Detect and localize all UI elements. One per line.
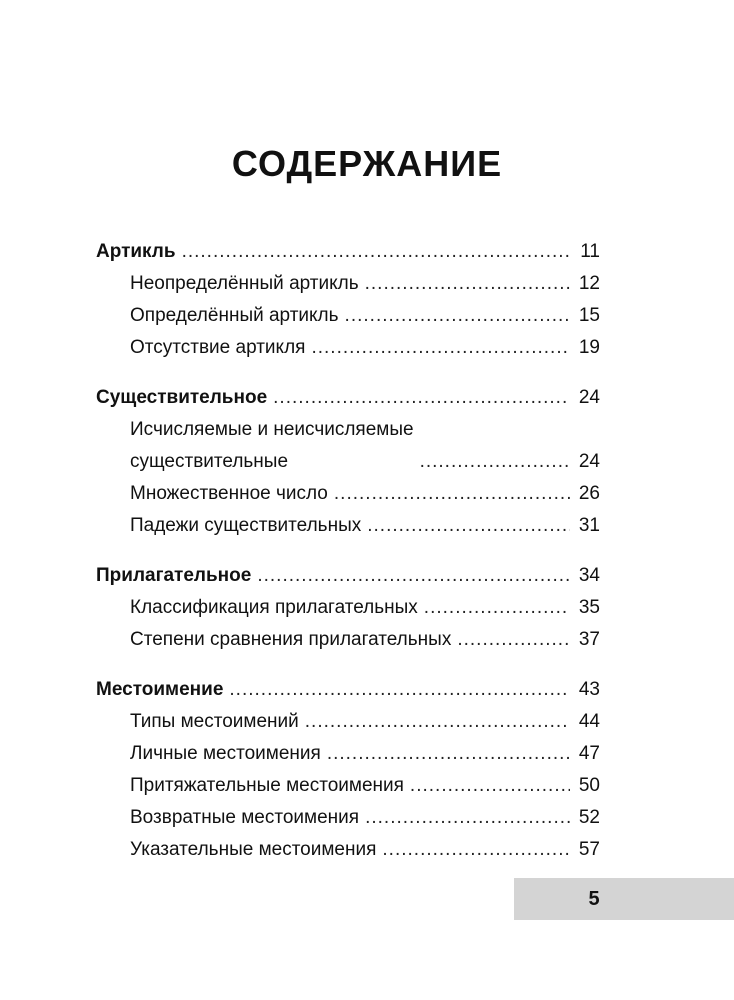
toc-entry[interactable] bbox=[96, 510, 600, 542]
toc-entry-label: Типы местоимений bbox=[130, 711, 299, 732]
toc-entry[interactable] bbox=[96, 268, 600, 300]
toc-entry-label: Отсутствие артикля bbox=[130, 337, 306, 358]
toc-entry-label: Определённый артикль bbox=[130, 305, 339, 326]
toc-entry-page: 34 bbox=[578, 565, 600, 586]
toc-entry[interactable] bbox=[96, 770, 600, 802]
toc-entry-label: Падежи существительных bbox=[130, 515, 362, 536]
dot-leader bbox=[229, 674, 570, 706]
dot-leader bbox=[382, 834, 570, 866]
page-title: СОДЕРЖАНИЕ bbox=[231, 143, 503, 184]
dot-leader bbox=[420, 446, 570, 478]
dot-leader bbox=[273, 382, 570, 414]
toc-entry-label: Прилагательное bbox=[96, 565, 252, 586]
toc-entry-page: 12 bbox=[578, 273, 600, 294]
dot-leader bbox=[367, 510, 570, 542]
toc-entry-page: 35 bbox=[578, 597, 600, 618]
toc-entry-page: 50 bbox=[578, 775, 600, 796]
toc-entry[interactable] bbox=[96, 624, 600, 656]
toc-section-noun bbox=[96, 382, 600, 542]
dot-leader bbox=[410, 770, 570, 802]
table-of-contents bbox=[96, 236, 600, 884]
toc-entry-label: Указательные местоимения bbox=[130, 839, 377, 860]
toc-entry-heading[interactable] bbox=[96, 236, 600, 268]
toc-entry-page: 47 bbox=[578, 743, 600, 764]
dot-leader bbox=[257, 560, 570, 592]
toc-entry-page: 52 bbox=[578, 807, 600, 828]
page-number-box bbox=[514, 878, 734, 920]
toc-entry-page: 24 bbox=[578, 387, 600, 408]
toc-entry[interactable] bbox=[96, 478, 600, 510]
toc-entry-page: 57 bbox=[578, 839, 600, 860]
toc-entry-page: 24 bbox=[578, 451, 600, 472]
toc-entry-page: 37 bbox=[578, 629, 600, 650]
toc-entry-page: 31 bbox=[578, 515, 600, 536]
toc-entry-heading[interactable] bbox=[96, 560, 600, 592]
toc-entry[interactable] bbox=[96, 332, 600, 364]
toc-entry-label: Местоимение bbox=[96, 679, 224, 700]
toc-entry-label: Личные местоимения bbox=[130, 743, 321, 764]
toc-entry-label-line1: Исчисляемые и неисчисляемые bbox=[130, 419, 414, 440]
dot-leader bbox=[182, 236, 570, 268]
toc-entry-page: 11 bbox=[580, 241, 600, 262]
toc-section-adjective bbox=[96, 560, 600, 656]
toc-section-pronoun bbox=[96, 674, 600, 866]
toc-entry[interactable] bbox=[96, 300, 600, 332]
toc-entry-label bbox=[130, 414, 414, 478]
toc-entry-label: Множественное число bbox=[130, 483, 328, 504]
toc-entry[interactable] bbox=[96, 802, 600, 834]
toc-entry[interactable] bbox=[96, 706, 600, 738]
toc-entry-heading[interactable] bbox=[96, 674, 600, 706]
dot-leader bbox=[457, 624, 570, 656]
toc-entry-label: Классификация прилагательных bbox=[130, 597, 418, 618]
page-number: 5 bbox=[588, 887, 600, 910]
dot-leader bbox=[334, 478, 570, 510]
dot-leader bbox=[424, 592, 570, 624]
toc-entry-label: Возвратные местоимения bbox=[130, 807, 360, 828]
dot-leader bbox=[327, 738, 570, 770]
toc-entry-label: Существительное bbox=[96, 387, 268, 408]
toc-entry[interactable] bbox=[96, 414, 600, 478]
toc-entry[interactable] bbox=[96, 738, 600, 770]
toc-entry-label: Неопределённый артикль bbox=[130, 273, 359, 294]
toc-entry-page: 19 bbox=[578, 337, 600, 358]
toc-entry-page: 15 bbox=[578, 305, 600, 326]
toc-entry[interactable] bbox=[96, 592, 600, 624]
toc-entry-label: Притяжательные местоимения bbox=[130, 775, 404, 796]
toc-entry-page: 26 bbox=[578, 483, 600, 504]
toc-entry-label: Степени сравнения прилагательных bbox=[130, 629, 452, 650]
toc-entry-label-line2: существительные bbox=[130, 451, 289, 472]
dot-leader bbox=[305, 706, 570, 738]
toc-entry-page: 43 bbox=[578, 679, 600, 700]
toc-entry[interactable] bbox=[96, 834, 600, 866]
toc-section-article bbox=[96, 236, 600, 364]
toc-entry-label: Артикль bbox=[96, 241, 176, 262]
toc-entry-heading[interactable] bbox=[96, 382, 600, 414]
toc-entry-page: 44 bbox=[578, 711, 600, 732]
dot-leader bbox=[365, 802, 570, 834]
dot-leader bbox=[345, 300, 570, 332]
dot-leader bbox=[311, 332, 570, 364]
dot-leader bbox=[365, 268, 570, 300]
